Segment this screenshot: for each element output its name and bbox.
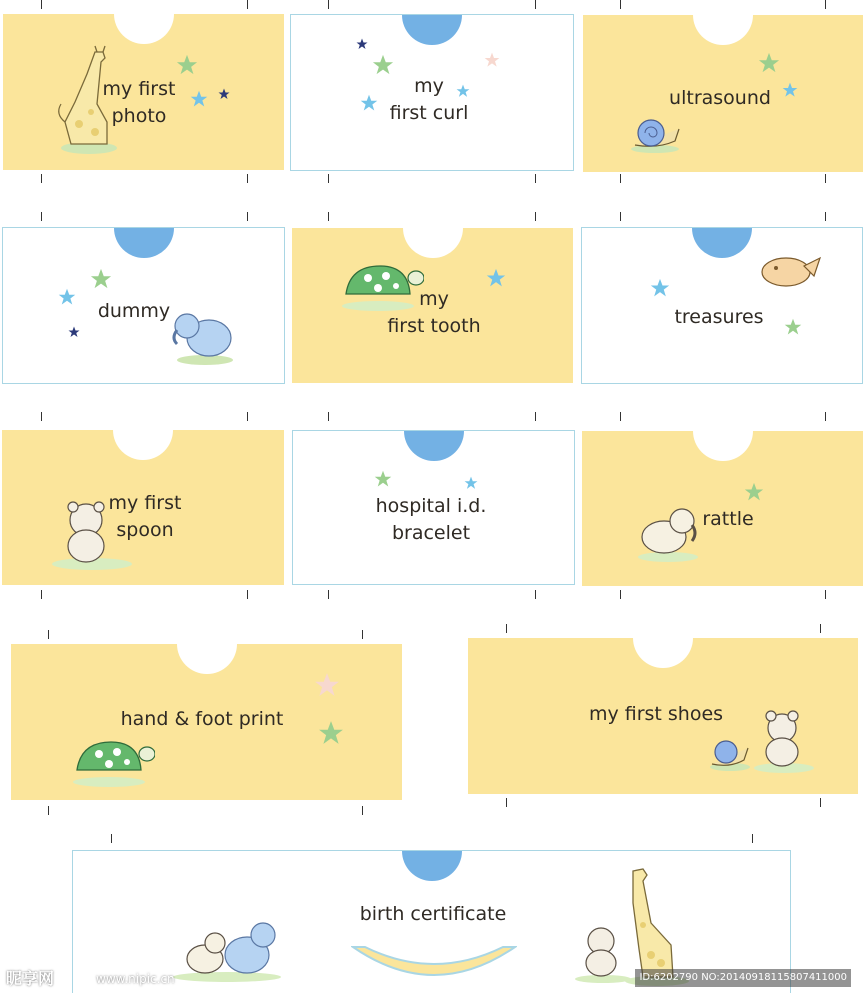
- star-icon: [486, 268, 506, 288]
- cut-mark: [620, 590, 621, 599]
- cut-mark: [825, 212, 826, 221]
- cut-mark: [328, 174, 329, 183]
- watermark: [0, 965, 865, 993]
- card-notch: [177, 644, 237, 674]
- cut-mark: [247, 412, 248, 421]
- card-notch: [402, 850, 462, 881]
- card-notch: [403, 228, 463, 258]
- watermark-url: www.nipic.cn: [96, 972, 175, 986]
- card-label: my first spoon: [108, 492, 182, 541]
- cut-mark: [247, 212, 248, 221]
- star-icon: [464, 476, 478, 490]
- star-icon: [782, 82, 798, 98]
- card-notch: [693, 431, 753, 461]
- star-icon: [218, 88, 230, 100]
- turtle-icon: [69, 732, 155, 788]
- elephant-icon: [634, 501, 700, 563]
- card-notch: [693, 15, 753, 45]
- cut-mark: [328, 412, 329, 421]
- card-label: my first curl: [389, 75, 469, 124]
- cut-mark: [41, 412, 42, 421]
- cut-mark: [620, 412, 621, 421]
- cut-mark: [535, 590, 536, 599]
- card-label: birth certificate: [359, 903, 507, 925]
- star-icon: [360, 94, 378, 112]
- card-label: my first tooth: [387, 288, 481, 337]
- star-icon: [372, 54, 394, 76]
- cut-mark: [820, 624, 821, 633]
- star-icon: [374, 470, 392, 488]
- card-label: treasures: [674, 306, 764, 328]
- cut-mark: [362, 806, 363, 815]
- card-label: dummy: [97, 300, 171, 322]
- card-ultrasound: [583, 15, 863, 172]
- card-treasures: [581, 227, 863, 384]
- elephant-icon: [171, 304, 235, 366]
- cut-mark: [820, 798, 821, 807]
- card-label: my first photo: [102, 78, 176, 127]
- card-notch: [114, 14, 174, 44]
- cut-mark: [48, 806, 49, 815]
- cut-mark: [506, 624, 507, 633]
- card-label: hand & foot print: [120, 708, 284, 730]
- cut-mark: [328, 590, 329, 599]
- snail-icon: [708, 734, 752, 772]
- cut-mark: [535, 212, 536, 221]
- star-icon: [758, 52, 780, 74]
- star-icon: [90, 268, 112, 290]
- cut-mark: [247, 590, 248, 599]
- star-icon: [58, 288, 76, 306]
- bird-icon: [758, 250, 822, 290]
- cut-mark: [41, 0, 42, 9]
- watermark-site: 昵享网: [6, 969, 55, 988]
- star-icon: [356, 38, 368, 50]
- card-my-first-shoes: [468, 638, 858, 794]
- cut-mark: [825, 412, 826, 421]
- cut-mark: [825, 0, 826, 9]
- star-icon: [456, 84, 470, 98]
- cut-mark: [111, 834, 112, 843]
- star-icon: [190, 90, 208, 108]
- card-notch: [404, 430, 464, 461]
- cut-mark: [620, 212, 621, 221]
- card-dummy: [2, 227, 285, 384]
- cut-mark: [825, 590, 826, 599]
- card-my-first-photo: [3, 14, 284, 170]
- card-label: rattle: [702, 508, 754, 530]
- cut-mark: [48, 630, 49, 639]
- card-label: ultrasound: [669, 87, 771, 109]
- teddy-bear-icon: [752, 708, 816, 774]
- cut-mark: [535, 0, 536, 9]
- card-notch: [114, 227, 174, 258]
- snail-icon: [629, 111, 685, 155]
- cut-mark: [328, 212, 329, 221]
- card-my-first-spoon: [2, 430, 284, 585]
- cut-mark: [620, 174, 621, 183]
- cut-mark: [362, 630, 363, 639]
- cut-mark: [247, 0, 248, 9]
- star-icon: [744, 482, 764, 502]
- star-icon: [650, 278, 670, 298]
- cut-mark: [41, 174, 42, 183]
- cut-mark: [752, 834, 753, 843]
- card-label: my first shoes: [588, 703, 724, 725]
- star-icon: [784, 318, 802, 336]
- card-rattle: [582, 431, 863, 586]
- cut-mark: [535, 412, 536, 421]
- star-icon: [314, 672, 340, 698]
- cut-mark: [328, 0, 329, 9]
- cut-mark: [41, 590, 42, 599]
- star-icon: [176, 54, 198, 76]
- card-notch: [692, 227, 752, 258]
- card-my-first-tooth: [292, 228, 573, 383]
- star-icon: [318, 720, 344, 746]
- star-icon: [68, 326, 80, 338]
- card-hospital-id-bracelet: [292, 430, 575, 585]
- cut-mark: [41, 212, 42, 221]
- card-notch: [633, 638, 693, 668]
- star-icon: [484, 52, 500, 68]
- card-notch: [402, 14, 462, 45]
- cut-mark: [506, 798, 507, 807]
- watermark-id: ID:6202790 NO:20140918115807411000: [635, 969, 851, 987]
- card-my-first-curl: [290, 14, 574, 171]
- cut-mark: [535, 174, 536, 183]
- cut-mark: [620, 0, 621, 9]
- cut-mark: [247, 174, 248, 183]
- card-notch: [113, 430, 173, 460]
- cut-mark: [825, 174, 826, 183]
- card-label: hospital i.d. bracelet: [375, 495, 487, 544]
